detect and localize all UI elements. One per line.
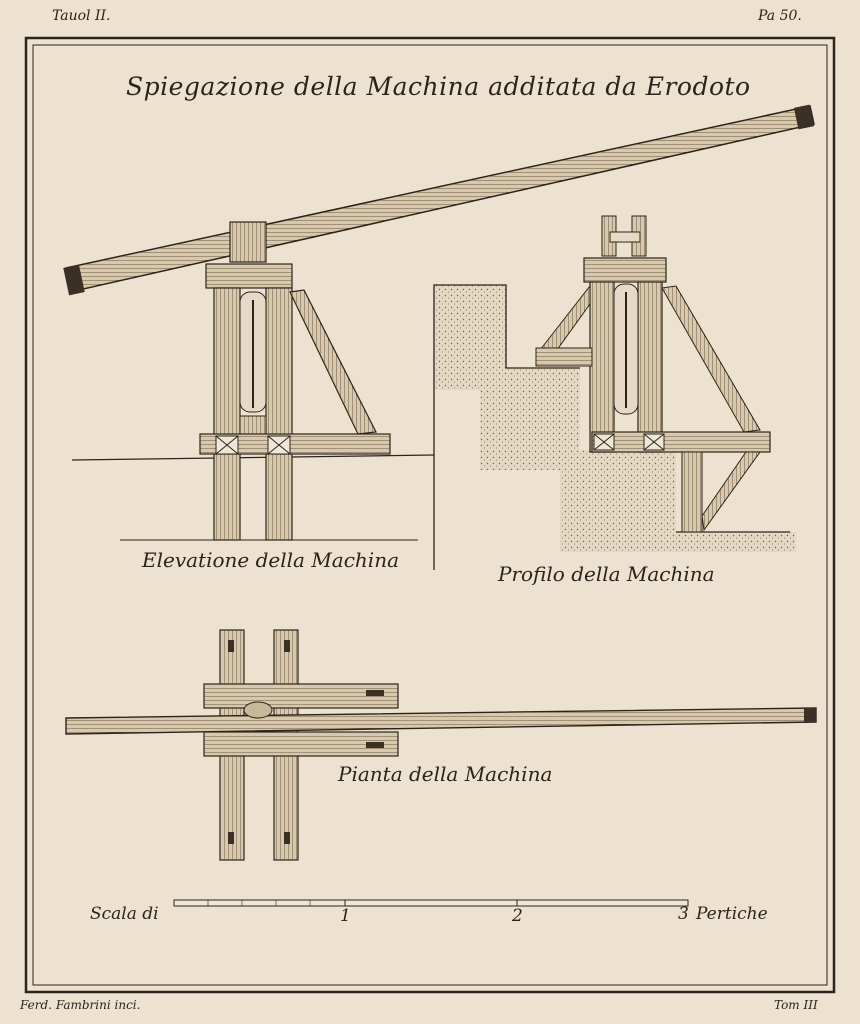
plate-title: Spiegazione della Machina additata da Erodoto xyxy=(126,72,751,101)
profile-figure xyxy=(434,216,796,570)
scale-tick-2: 2 xyxy=(512,906,523,926)
caption-elevation: Elevatione della Machina xyxy=(142,548,400,572)
plan-beam xyxy=(66,708,816,734)
caption-profile: Profilo della Machina xyxy=(498,562,715,586)
scale-label: Scala di xyxy=(90,904,159,924)
scale-bar xyxy=(174,900,688,906)
caption-plan: Pianta della Machina xyxy=(338,762,553,786)
engraver-credit: Ferd. Fambrini inci. xyxy=(20,998,141,1012)
scale-tick-3: 3 xyxy=(678,904,689,924)
lever-beam xyxy=(66,106,814,292)
plate-number: Tauol II. xyxy=(52,8,111,24)
scale-tick-1: 1 xyxy=(340,906,351,926)
volume-number: Tom III xyxy=(774,998,818,1012)
plan-figure xyxy=(66,630,816,860)
scale-unit: Pertiche xyxy=(696,904,768,924)
page-number: Pa 50. xyxy=(758,8,802,24)
